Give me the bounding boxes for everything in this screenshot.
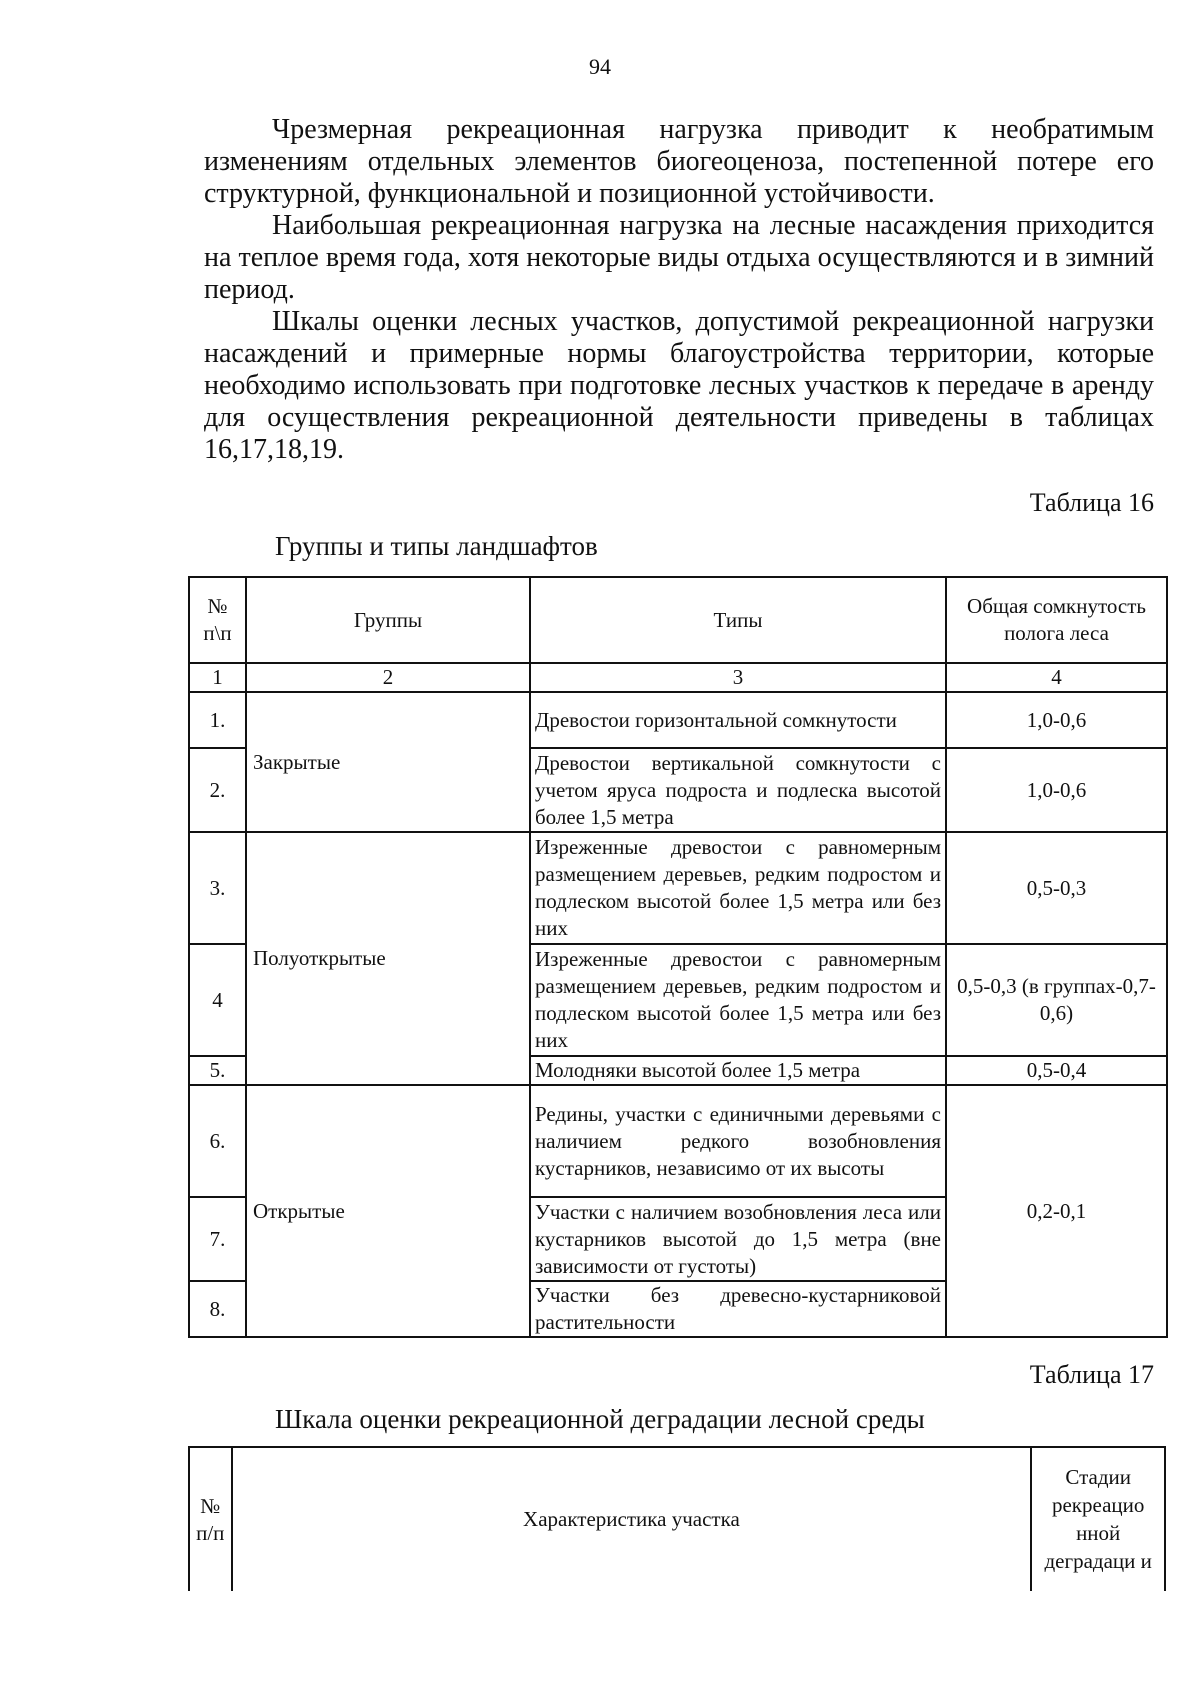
canopy-value: 0,2-0,1 [946,1085,1167,1337]
row-number: 7. [189,1197,246,1281]
index-cell: 1 [189,663,246,692]
header-number: № п/п [189,1447,232,1591]
type-cell: Участки без древесно-кустарниковой растительности [530,1281,946,1337]
type-cell: Редины, участки с единичными деревьями с наличием редкого возобновления кустарников, независимо от их высоты [530,1085,946,1197]
canopy-value: 0,5-0,3 (в группах-0,7-0,6) [946,944,1167,1056]
row-number: 6. [189,1085,246,1197]
header-canopy: Общая сомкнутость полога леса [946,577,1167,663]
type-cell: Молодняки высотой более 1,5 метра [530,1056,946,1085]
type-cell: Изреженные древостои с равномерным размещением деревьев, редким подростом и подлеском высотой более 1,5 метра или без них [530,832,946,944]
index-cell: 2 [246,663,530,692]
row-number: 1. [189,692,246,748]
table-row [189,1085,1167,1197]
type-cell: Древостои вертикальной сомкнутости с учетом яруса подроста и подлеска высотой более 1,5 метра [530,748,946,832]
header-degradation-stage: Стадии рекреацио нной деградаци и [1031,1447,1165,1591]
group-semi-open: Полуоткрытые [246,832,530,1085]
group-closed: Закрытые [246,692,530,832]
table-17-title: Шкала оценки рекреационной деградации лесной среды [275,1404,925,1434]
type-cell: Древостои горизонтальной сомкнутости [530,692,946,748]
group-open: Открытые [246,1085,530,1337]
table-16-caption: Таблица 16 [1029,488,1154,517]
canopy-value: 1,0-0,6 [946,692,1167,748]
index-row [189,663,1167,692]
page-number: 94 [589,54,611,79]
row-number: 4 [189,944,246,1056]
row-number: 5. [189,1056,246,1085]
landscape-types-table [188,576,1168,1338]
header-types: Типы [530,577,946,663]
canopy-value: 1,0-0,6 [946,748,1167,832]
body-text [204,114,1154,466]
table-16-title: Группы и типы ландшафтов [275,531,598,561]
row-number: 8. [189,1281,246,1337]
table-row [189,692,1167,748]
row-number: 3. [189,832,246,944]
degradation-scale-table [188,1446,1166,1591]
type-cell: Участки с наличием возобновления леса или кустарников высотой до 1,5 метра (вне зависимости от густоты) [530,1197,946,1281]
header-number: № п\п [189,577,246,663]
paragraph-1: Чрезмерная рекреационная нагрузка приводит к необратимым изменениям отдельных элементов биогеоценоза, постепенной потере его структурной, функциональной и позиционной устойчивости. [204,114,1154,209]
type-cell: Изреженные древостои с равномерным размещением деревьев, редким подростом и подлеском высотой более 1,5 метра или без них [530,944,946,1056]
header-characteristic: Характеристика участка [232,1447,1032,1591]
paragraph-3: Шкалы оценки лесных участков, допустимой рекреационной нагрузки насаждений и примерные нормы благоустройства территории, которые необходимо использовать при подготовке лесных участков к передаче в аренду для осуществления рекреационной деятельности приведены в таблицах 16,17,18,19. [204,306,1154,465]
index-cell: 4 [946,663,1167,692]
table-row [189,832,1167,944]
table-17-caption: Таблица 17 [1029,1360,1154,1389]
index-cell: 3 [530,663,946,692]
paragraph-2: Наибольшая рекреационная нагрузка на лесные насаждения приходится на теплое время года, хотя некоторые виды отдыха осуществляются и в зимний период. [204,210,1154,305]
header-groups: Группы [246,577,530,663]
canopy-value: 0,5-0,3 [946,832,1167,944]
canopy-value: 0,5-0,4 [946,1056,1167,1085]
row-number: 2. [189,748,246,832]
